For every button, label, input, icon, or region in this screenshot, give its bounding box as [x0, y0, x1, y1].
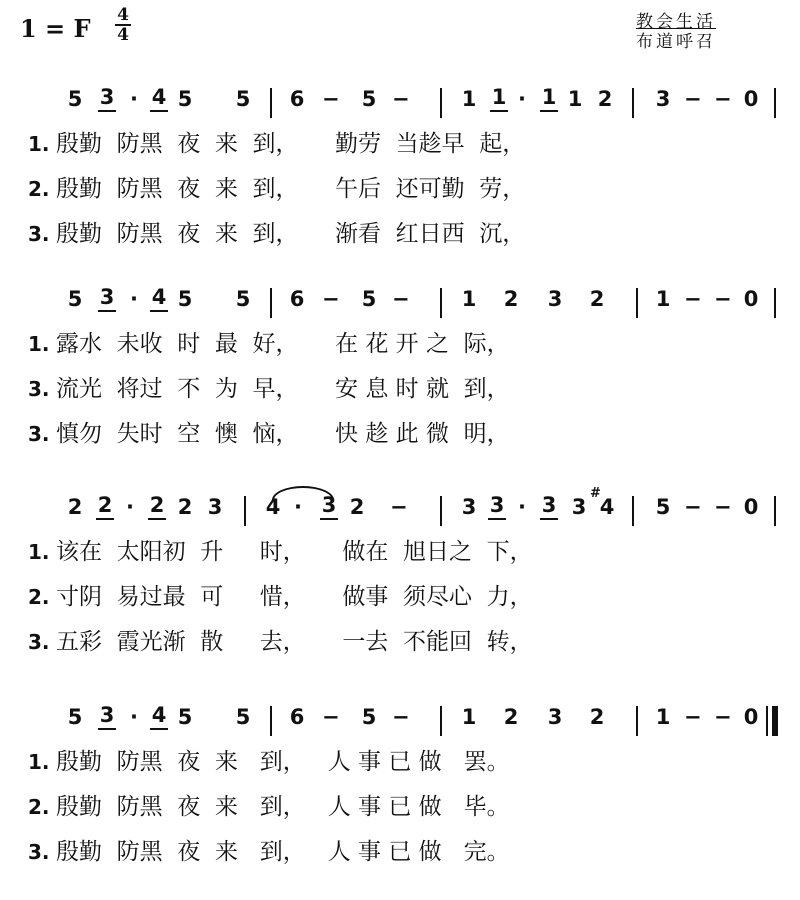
lyric-line: 1. 殷勤 防黑 夜 来 到， 勤劳 当趁早 起， [28, 131, 526, 157]
notation-row: 5 3 · 4 5 5 6 − 5 − 1 2 3 2 1 − − 0 [0, 700, 800, 744]
music-system-3 [0, 486, 800, 669]
time-signature [113, 6, 133, 44]
notation-row: 2 2 · 2 2 3 4 · 3 2 − 3 3 · 3 3 # 4 5 − − 0 [0, 490, 800, 534]
lyric-line: 2. 殷勤 防黑 夜 来 到， 人 事 已 做 毕。 [28, 794, 510, 820]
lyric-line: 2. 殷勤 防黑 夜 来 到， 午后 还可勤 劳， [28, 176, 526, 202]
key-signature: 1 = F [20, 14, 91, 43]
time-signature-top: 4 [117, 5, 129, 25]
lyric-line: 3. 慎勿 失时 空 懊 恼， 快 趁 此 微 明， [28, 421, 510, 447]
music-system-2 [0, 282, 800, 461]
music-system-1 [0, 82, 800, 261]
lyric-line: 2. 寸阴 易过最 可 惜， 做事 须尽心 力， [28, 584, 533, 610]
music-system-4 [0, 700, 800, 879]
lyric-line: 1. 该在 太阳初 升 时， 做在 旭日之 下， [28, 539, 533, 565]
lyric-line: 3. 殷勤 防黑 夜 来 到， 渐看 红日西 沉， [28, 221, 526, 247]
time-signature-bottom: 4 [117, 25, 129, 45]
source-line-2: 布道呼召 [636, 32, 716, 52]
lyric-line: 3. 流光 将过 不 为 早， 安 息 时 就 到， [28, 376, 510, 402]
lyric-line: 3. 五彩 霞光渐 散 去， 一去 不能回 转， [28, 629, 533, 655]
lyric-line: 1. 殷勤 防黑 夜 来 到， 人 事 已 做 罢。 [28, 749, 510, 775]
lyric-line: 3. 殷勤 防黑 夜 来 到， 人 事 已 做 完。 [28, 839, 510, 865]
notation-row: 5 3 · 4 5 5 6 − 5 − 1 2 3 2 1 − − 0 [0, 282, 800, 326]
source-label [636, 12, 716, 52]
source-line-1: 教会生活 [636, 12, 716, 32]
notation-row: 5 3 · 4 5 5 6 − 5 − 1 1 · 1 1 2 3 − − 0 [0, 82, 800, 126]
lyric-line: 1. 露水 未收 时 最 好， 在 花 开 之 际， [28, 331, 510, 357]
